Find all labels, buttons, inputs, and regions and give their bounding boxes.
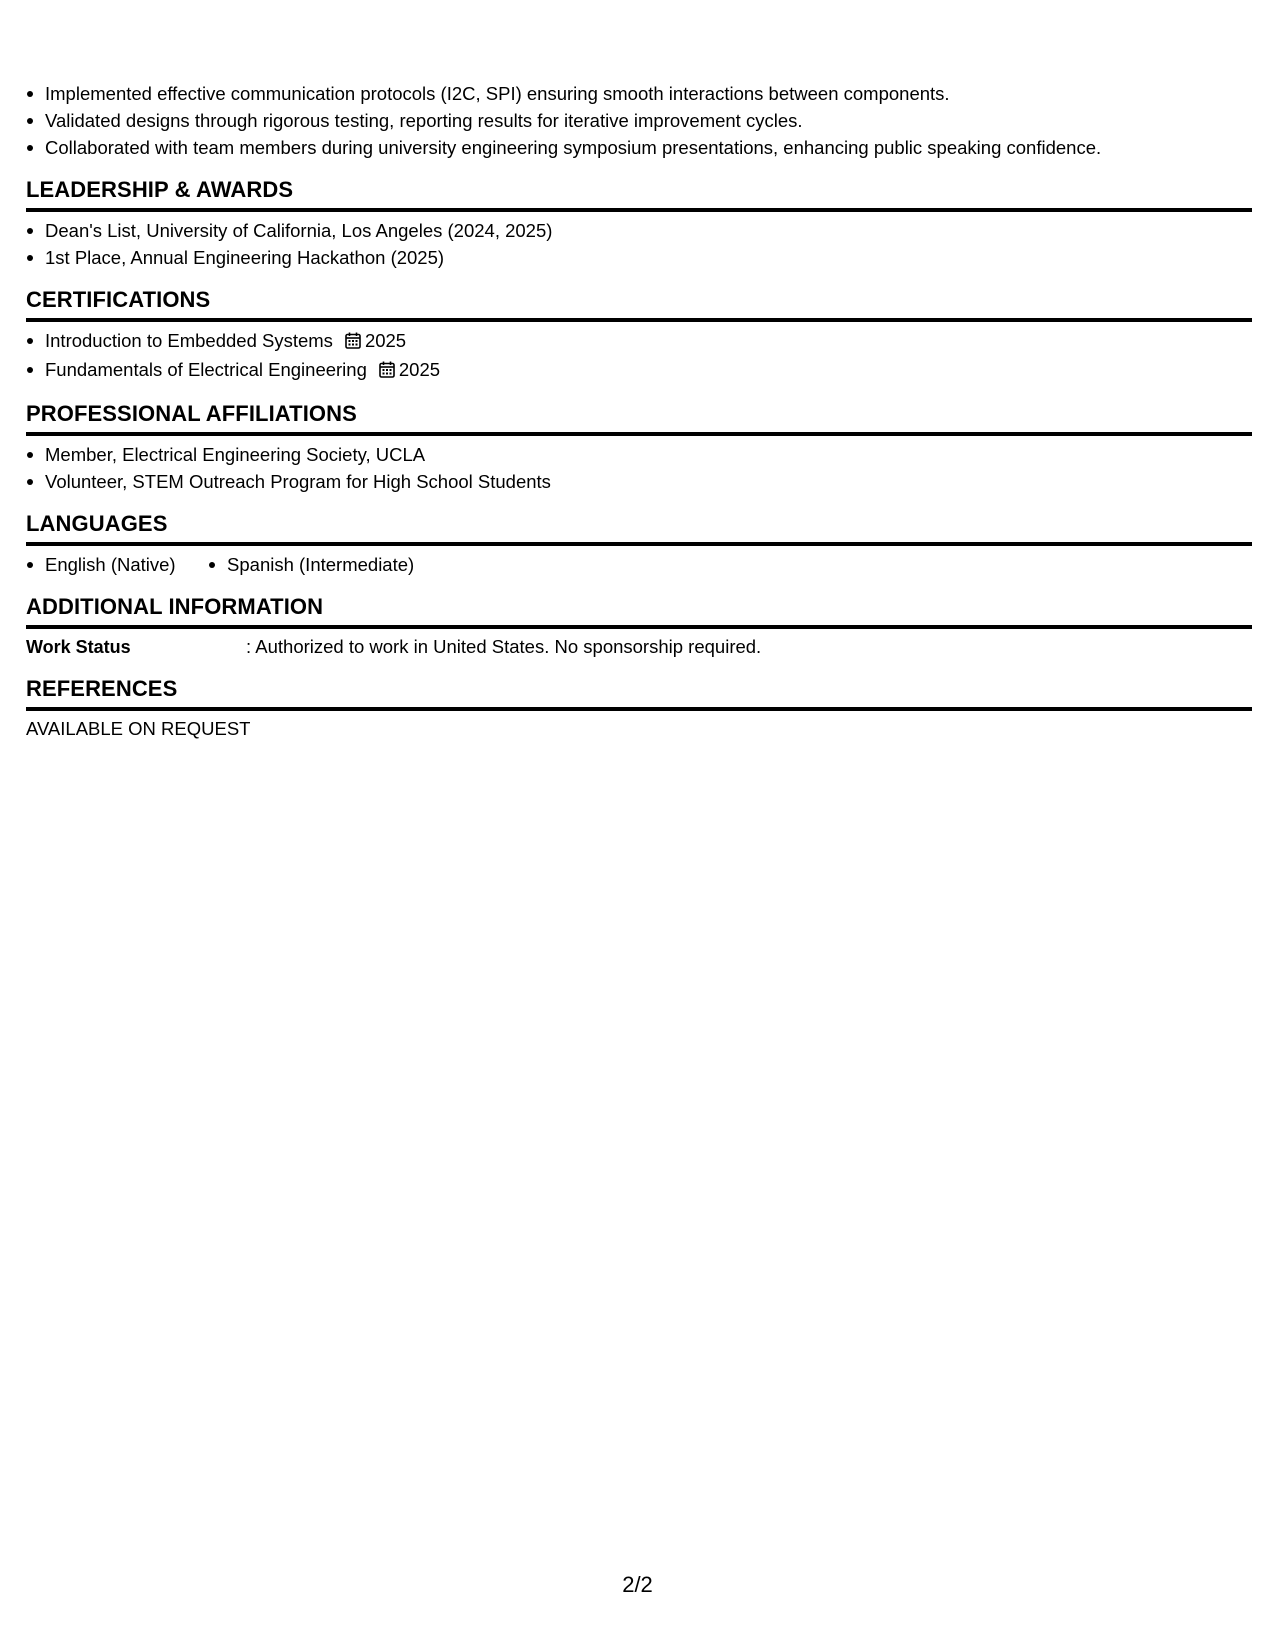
- list-item: [26, 356, 1252, 385]
- work-status-label: Work Status: [26, 637, 131, 657]
- references-text: AVAILABLE ON REQUEST: [26, 718, 251, 739]
- experience-bullet-list: [26, 80, 1252, 161]
- languages-section: [26, 511, 1252, 578]
- list-item: [26, 327, 1252, 356]
- section-title-languages: LANGUAGES: [26, 511, 1252, 546]
- list-item: English (Native): [26, 551, 176, 578]
- section-title-certifications: CERTIFICATIONS: [26, 287, 1252, 322]
- section-title-additional-info: ADDITIONAL INFORMATION: [26, 594, 1252, 629]
- leadership-list: [26, 217, 1252, 271]
- section-title-leadership: LEADERSHIP & AWARDS: [26, 177, 1252, 212]
- page-number: 2/2: [622, 1572, 653, 1597]
- affiliations-list: [26, 441, 1252, 495]
- additional-info-section: [26, 594, 1252, 660]
- list-item: Collaborated with team members during university engineering symposium presentations, enhancing public speaking confidence.: [26, 134, 1252, 161]
- list-item: 1st Place, Annual Engineering Hackathon (2025): [26, 244, 1252, 271]
- certifications-list: [26, 327, 1252, 385]
- list-item: Implemented effective communication protocols (I2C, SPI) ensuring smooth interactions between components.: [26, 80, 1252, 107]
- leadership-section: [26, 177, 1252, 271]
- certification-name: Fundamentals of Electrical Engineering: [45, 359, 367, 380]
- list-item: Volunteer, STEM Outreach Program for High School Students: [26, 468, 1252, 495]
- affiliations-section: [26, 401, 1252, 495]
- references-section: [26, 676, 1252, 742]
- certification-year: 2025: [398, 359, 441, 380]
- certification-name: Introduction to Embedded Systems: [45, 330, 333, 351]
- list-item: Member, Electrical Engineering Society, UCLA: [26, 441, 1252, 468]
- certification-year: 2025: [364, 330, 407, 351]
- section-title-affiliations: PROFESSIONAL AFFILIATIONS: [26, 401, 1252, 436]
- resume-content: [26, 80, 1252, 742]
- certifications-section: [26, 287, 1252, 385]
- calendar-icon: [379, 358, 395, 385]
- work-status-value: : Authorized to work in United States. No sponsorship required.: [246, 636, 762, 657]
- languages-list: [26, 551, 1252, 578]
- list-item: Dean's List, University of California, Los Angeles (2024, 2025): [26, 217, 1252, 244]
- calendar-icon: [345, 329, 361, 356]
- list-item: Spanish (Intermediate): [208, 551, 414, 578]
- section-title-references: REFERENCES: [26, 676, 1252, 711]
- work-status-row: [26, 634, 1252, 660]
- list-item: Validated designs through rigorous testing, reporting results for iterative improvement cycles.: [26, 107, 1252, 134]
